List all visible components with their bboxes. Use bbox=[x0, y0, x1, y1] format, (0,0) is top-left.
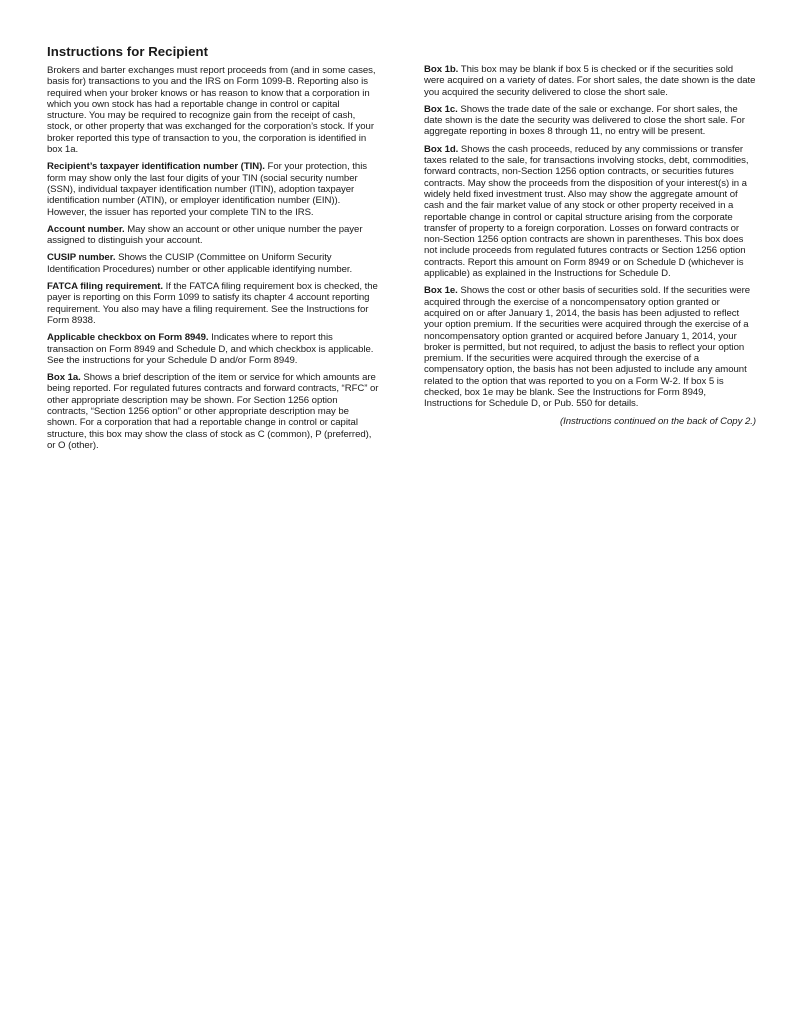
box-1e-paragraph bbox=[424, 285, 756, 409]
intro-text: Brokers and barter exchanges must report proceeds from (and in some cases, basis for) transactions to you and the IRS on Form 1099-B. Reporting also is required when your broker knows or has reason to know that a corporation in which you own stock has had a reportable change in control or capital structure. You may be required to recognize gain from the receipt of cash, stock, or other property that was exchanged for the corporation’s stock. If your broker reported this type of transaction to you, the corporation is identified in box 1a. bbox=[47, 65, 376, 156]
form-8949-heading: Applicable checkbox on Form 8949. bbox=[47, 332, 209, 344]
tin-heading: Recipient’s taxpayer identification number (TIN). bbox=[47, 161, 265, 173]
box-1c-text: Shows the trade date of the sale or exchange. For short sales, the date shown is the date the security was delivered to close the short sale. For aggregate reporting in boxes 8 through 11, no entry will be present. bbox=[424, 103, 745, 138]
form-8949-text: Indicates where to report this transaction on Form 8949 and Schedule D, and which checkbox is applicable. See the instructions for your Schedule D and/or Form 8949. bbox=[47, 332, 374, 366]
box-1d-paragraph bbox=[424, 144, 756, 280]
box-1b-heading: Box 1b. bbox=[424, 64, 459, 75]
box-1e-text: Shows the cost or other basis of securities sold. If the securities were acquired through the exercise of a noncompensatory option granted or acquired on or after January 1, 2014, the basis has been adjusted to reflect your option premium. If the securities were acquired through the exercise of a noncompensatory option granted or acquired before January 1, 2014, your broker is permitted, but not required, to adjust the basis to reflect your option premium. If the securities were acquired through the exercise of a compensatory option, the basis has not been adjusted to include any amount related to the option that was reported to you on a Form W-2. If box 5 is checked, box 1e may be blank. See the Instructions for Form 8949, Instructions for Schedule D, or Pub. 550 for details. bbox=[424, 285, 751, 410]
account-number-heading: Account number. bbox=[47, 223, 125, 235]
fatca-text: If the FATCA filing requirement box is checked, the payer is reporting on this Form 1099 to satisfy its chapter 4 account reporting requirement. You also may have a filing requirement. See the Instructions for Form 8938. bbox=[47, 281, 378, 326]
box-1b-text: This box may be blank if box 5 is checked or if the securities sold were acquired on a variety of dates. For short sales, the date shown is the date you acquired the security delivered to close the short sale. bbox=[424, 64, 756, 98]
cusip-paragraph bbox=[47, 252, 379, 275]
left-column bbox=[47, 44, 379, 457]
box-1b-paragraph bbox=[424, 64, 756, 98]
account-number-paragraph bbox=[47, 224, 379, 247]
cusip-text: Shows the CUSIP (Committee on Uniform Security Identification Procedures) number or other applicable identifying number. bbox=[47, 252, 353, 275]
box-1e-heading: Box 1e. bbox=[424, 285, 458, 297]
continued-note: (Instructions continued on the back of Copy 2.) bbox=[559, 415, 756, 427]
right-column bbox=[424, 64, 756, 433]
box-1c-paragraph bbox=[424, 104, 756, 138]
box-1a-text: Shows a brief description of the item or service for which amounts are being reported. For regulated futures contracts and forward contracts, “RFC” or other appropriate description may be shown. For Section 1256 option contracts, “Section 1256 option” or other appropriate description may be shown. For a corporation that had a reportable change in control or capital structure, this box may show the class of stock as C (common), P (preferred), or O (other). bbox=[47, 372, 379, 451]
fatca-heading: FATCA filing requirement. bbox=[47, 281, 164, 293]
page-title: Instructions for Recipient bbox=[47, 44, 209, 59]
box-1a-heading: Box 1a. bbox=[47, 372, 81, 384]
tin-paragraph bbox=[47, 161, 379, 217]
account-number-text: May show an account or other unique number the payer assigned to distinguish your account. bbox=[47, 223, 363, 247]
box-1d-text: Shows the cash proceeds, reduced by any commissions or transfer taxes related to the sale, for transactions involving stocks, debt, commodities, forward contracts, non-Section 1256 option contracts, or securities futures contracts. May show the proceeds from the disposition of your interest(s) in a widely held fixed investment trust. Also may show the aggregate amount of cash and the fair market value of any stock or other property received in a reportable change in control or capital structure arising from the corporate transfer of property to a foreign corporation. Losses on forward contracts or non-Section 1256 option contracts are shown in parentheses. This box does not include proceeds from regulated futures contracts or Section 1256 option contracts. Report this amount on Form 8949 or on Schedule D (whichever is applicable) as explained in the Instructions for Schedule D. bbox=[424, 143, 749, 280]
tin-text: For your protection, this form may show only the last four digits of your TIN (social security number (SSN), individual taxpayer identification number (ITIN), adoption taxpayer identification number (ATIN), or employer identification number (EIN)). However, the issuer has reported your complete TIN to the IRS. bbox=[47, 161, 368, 218]
fatca-paragraph bbox=[47, 281, 379, 326]
box-1a-paragraph bbox=[47, 372, 379, 451]
form-8949-paragraph bbox=[47, 332, 379, 366]
cusip-heading: CUSIP number. bbox=[47, 252, 116, 264]
intro-paragraph bbox=[47, 65, 379, 155]
box-1c-heading: Box 1c. bbox=[424, 103, 458, 115]
box-1d-heading: Box 1d. bbox=[424, 143, 459, 155]
